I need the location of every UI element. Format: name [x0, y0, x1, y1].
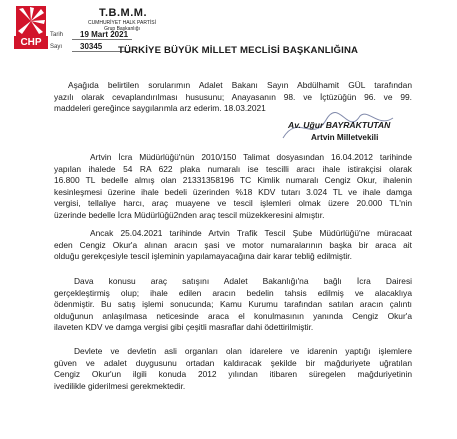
number-label: Sayı	[50, 44, 63, 50]
text-line: Ancak 25.04.2021 tarihinde Artvin Trafik Tescil Şube Müdürlüğü'ne müracaat	[90, 228, 412, 238]
text-line: vergisi, tellaliye harcı, araç muayene ve tescil işlemleri olmak üzere 20.000 TL'nin	[54, 198, 412, 209]
logo-label: CHP	[14, 36, 48, 49]
tbmm-heading: T.B.M.M.	[99, 7, 147, 19]
text-line: Aşağıda belirtilen sorularımın Adalet Bakanı Sayın Abdülhamit GÜL tarafından	[68, 80, 412, 90]
text-line: gerçekleştirmiş olup; ihale edilen aracın bedelin tahsis edilmiş ve alacaklıya	[54, 287, 412, 298]
date-label: Tarih	[50, 32, 64, 38]
date-row	[50, 30, 132, 40]
paragraph-refusal	[54, 228, 412, 263]
signer-role: Artvin Milletvekili	[311, 133, 379, 142]
text-line: olduğunun anlaşılmasa neticesinde araca el konulmasının yanında Cengiz Okur'a	[54, 310, 412, 321]
text-line: olduğu gerekçesiyle tescil işleminin yapılamayacağına dair karar tebliğ edilmiştir.	[54, 251, 352, 262]
text-line: güven ve adalet duygusunu ortadan kaldıracak şekilde bir mağduriyete uğratılan	[54, 357, 412, 368]
text-line: ödenmiştir. Bu satış işlemi sonucunda; Kamu Kurumu tarafından satılan aracın çalıntı	[54, 299, 412, 310]
six-arrows-icon	[16, 6, 46, 36]
text-line: yazılı olarak cevaplandırılması hususunu; Anayasanın 98. ve İçtüzüğün 96. ve 99.	[54, 91, 412, 102]
page-title: TÜRKİYE BÜYÜK MİLLET MECLİSİ BAŞKANLIĞINA	[118, 45, 359, 56]
party-name: CUMHURİYET HALK PARTİSİ	[87, 20, 157, 26]
paragraph-conclusion	[54, 346, 412, 392]
text-line: yapılan ihalede 54 RA 622 plaka numaralı ise tescilli aracı ihale istirakçisi olarak	[54, 163, 412, 174]
text-line: Artvin İcra Müdürlüğü'nün 2010/150 Talimat dosyasından 16.04.2012 tarihinde	[90, 152, 412, 162]
text-line: Devlete ve devletin asli organları olan idarelere ve idarenin yaptığı işlemlere	[74, 346, 412, 356]
paragraph-sale	[54, 276, 412, 334]
date-value: 19 Mart 2021	[72, 30, 132, 40]
text-line: maddeleri gereğince saygılarımla arz ederim. 18.03.2021	[54, 103, 266, 114]
signer-name: Av. Uğur BAYRAKTUTAN	[288, 120, 391, 130]
text-line: üzerinde bedelle İcra Müdürlüğü2nden araç tescil müzekkeresini almıştır.	[54, 209, 325, 220]
text-line: Dava konusu araç satışını Adalet Bakanlığı'na bağlı İcra Dairesi	[74, 276, 412, 286]
text-line: eden Cengiz Okur'a alınan aracın şasi ve motor numaralarının başka bir araca ait	[54, 239, 412, 250]
text-line: 16.800 TL bedelle almış olan 21331358196 TC Kimlik numaralı Cengiz Okur, ihalenin	[54, 175, 412, 186]
number-value: 30345	[72, 42, 132, 52]
text-line: Cengiz Okur'un ilgili konuda 2012 yılından itibaren süregelen mağduriyetinin	[54, 369, 412, 380]
text-line: kesinleşmesi üzerine ihale bedeli üzerinden %18 KDV tutarı 3.024 TL ve ihale damga	[54, 186, 412, 197]
group-name: Grup Başkanlığı	[104, 26, 140, 32]
chp-logo	[14, 6, 48, 50]
text-line: ilaveten KDV ve damga vergisi gibi çeşitli masraflar dahi ödettirilmiştir.	[54, 322, 314, 333]
paragraph-auction	[54, 152, 412, 222]
text-line: ivedilikle giderilmesi gerekmektedir.	[54, 380, 186, 391]
